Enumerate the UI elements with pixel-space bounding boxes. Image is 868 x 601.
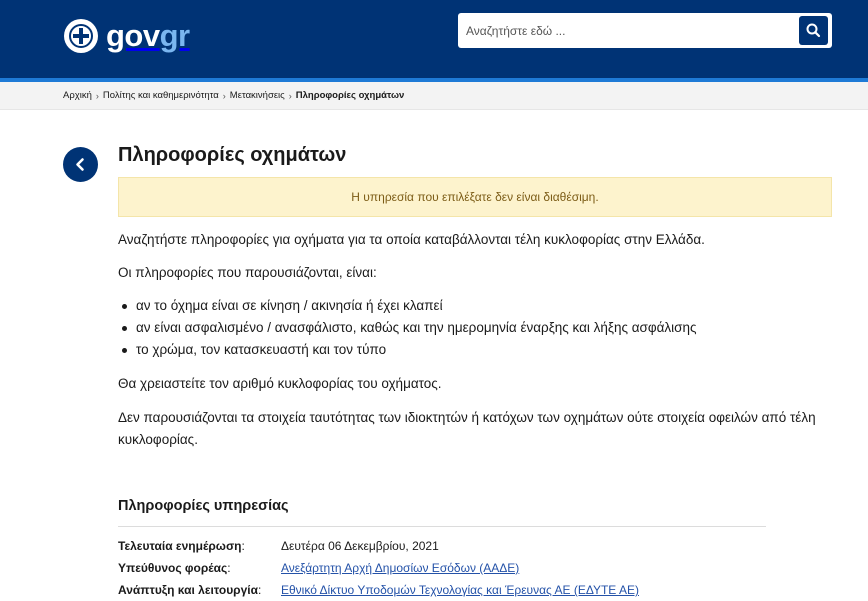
chevron-right-icon: › [95,90,99,101]
page-title: Πληροφορίες οχημάτων [118,144,347,166]
divider [118,526,766,527]
info-row-last-update [118,537,778,555]
chevron-right-icon: › [288,90,292,101]
info-label-development: Ανάπτυξη και λειτουργία [118,583,258,597]
search-bar [458,13,832,48]
requirement-text: Θα χρειαστείτε τον αριθμό κυκλοφορίας του οχήματος. [118,376,442,391]
info-row-responsible [118,559,778,577]
info-list [118,296,832,362]
search-button[interactable] [799,16,828,45]
service-unavailable-alert: Η υπηρεσία που επιλέξατε δεν είναι διαθέσιμη. [118,177,832,217]
info-label-responsible: Υπεύθυνος φορέας [118,561,228,575]
breadcrumb-bar [0,82,868,110]
info-colon: : [258,583,262,597]
logo-wordmark [106,19,190,53]
info-label-last-update: Τελευταία ενημέρωση [118,539,242,553]
link-grnet[interactable]: Εθνικό Δίκτυο Υποδομών Τεχνολογίας και Έρευνας ΑΕ (ΕΔΥΤΕ ΑΕ) [281,583,639,597]
list-intro-text: Οι πληροφορίες που παρουσιάζονται, είναι: [118,265,377,280]
service-info-heading: Πληροφορίες υπηρεσίας [118,498,289,514]
note-text: Δεν παρουσιάζονται τα στοιχεία ταυτότητας των ιδιοκτητών ή κατόχων των οχημάτων ούτε στοιχεία οφειλών από τέλη κυκλοφορίας. [118,410,816,447]
info-label-wrap [118,539,281,553]
info-colon: : [241,539,245,553]
logo-gr-text: gr [159,18,190,53]
back-button[interactable] [63,147,98,182]
govgr-logo[interactable] [64,16,190,56]
breadcrumb-transport[interactable]: Μετακινήσεις [229,90,285,101]
info-value-last-update: Δευτέρα 06 Δεκεμβρίου, 2021 [281,539,439,553]
info-label-wrap [118,583,281,597]
site-header [0,0,868,78]
breadcrumb-home[interactable]: Αρχική [63,90,92,101]
chevron-right-icon: › [222,90,226,101]
breadcrumb-current: Πληροφορίες οχημάτων [295,90,405,101]
logo-gov-text: gov [106,18,160,53]
info-label-wrap [118,561,281,575]
search-input[interactable] [458,13,794,48]
list-item: το χρώμα, τον κατασκευαστή και τον τύπο [118,340,832,362]
list-item: αν το όχημα είναι σε κίνηση / ακινησία ή έχει κλαπεί [118,296,832,318]
greek-coat-of-arms-icon [64,19,98,53]
intro-text: Αναζητήστε πληροφορίες για οχήματα για τα οποία καταβάλλονται τέλη κυκλοφορίας στην Ελλάδα. [118,232,705,247]
info-colon: : [227,561,231,575]
breadcrumb-citizen[interactable]: Πολίτης και καθημερινότητα [102,90,219,101]
link-aade[interactable]: Ανεξάρτητη Αρχή Δημοσίων Εσόδων (ΑΑΔΕ) [281,561,520,575]
breadcrumb [63,82,404,109]
info-row-development [118,581,778,599]
list-item: αν είναι ασφαλισμένο / ανασφάλιστο, καθώς και την ημερομηνία έναρξης και λήξης ασφάλισης [118,318,832,340]
search-icon [799,16,828,45]
chevron-left-icon [63,147,98,182]
